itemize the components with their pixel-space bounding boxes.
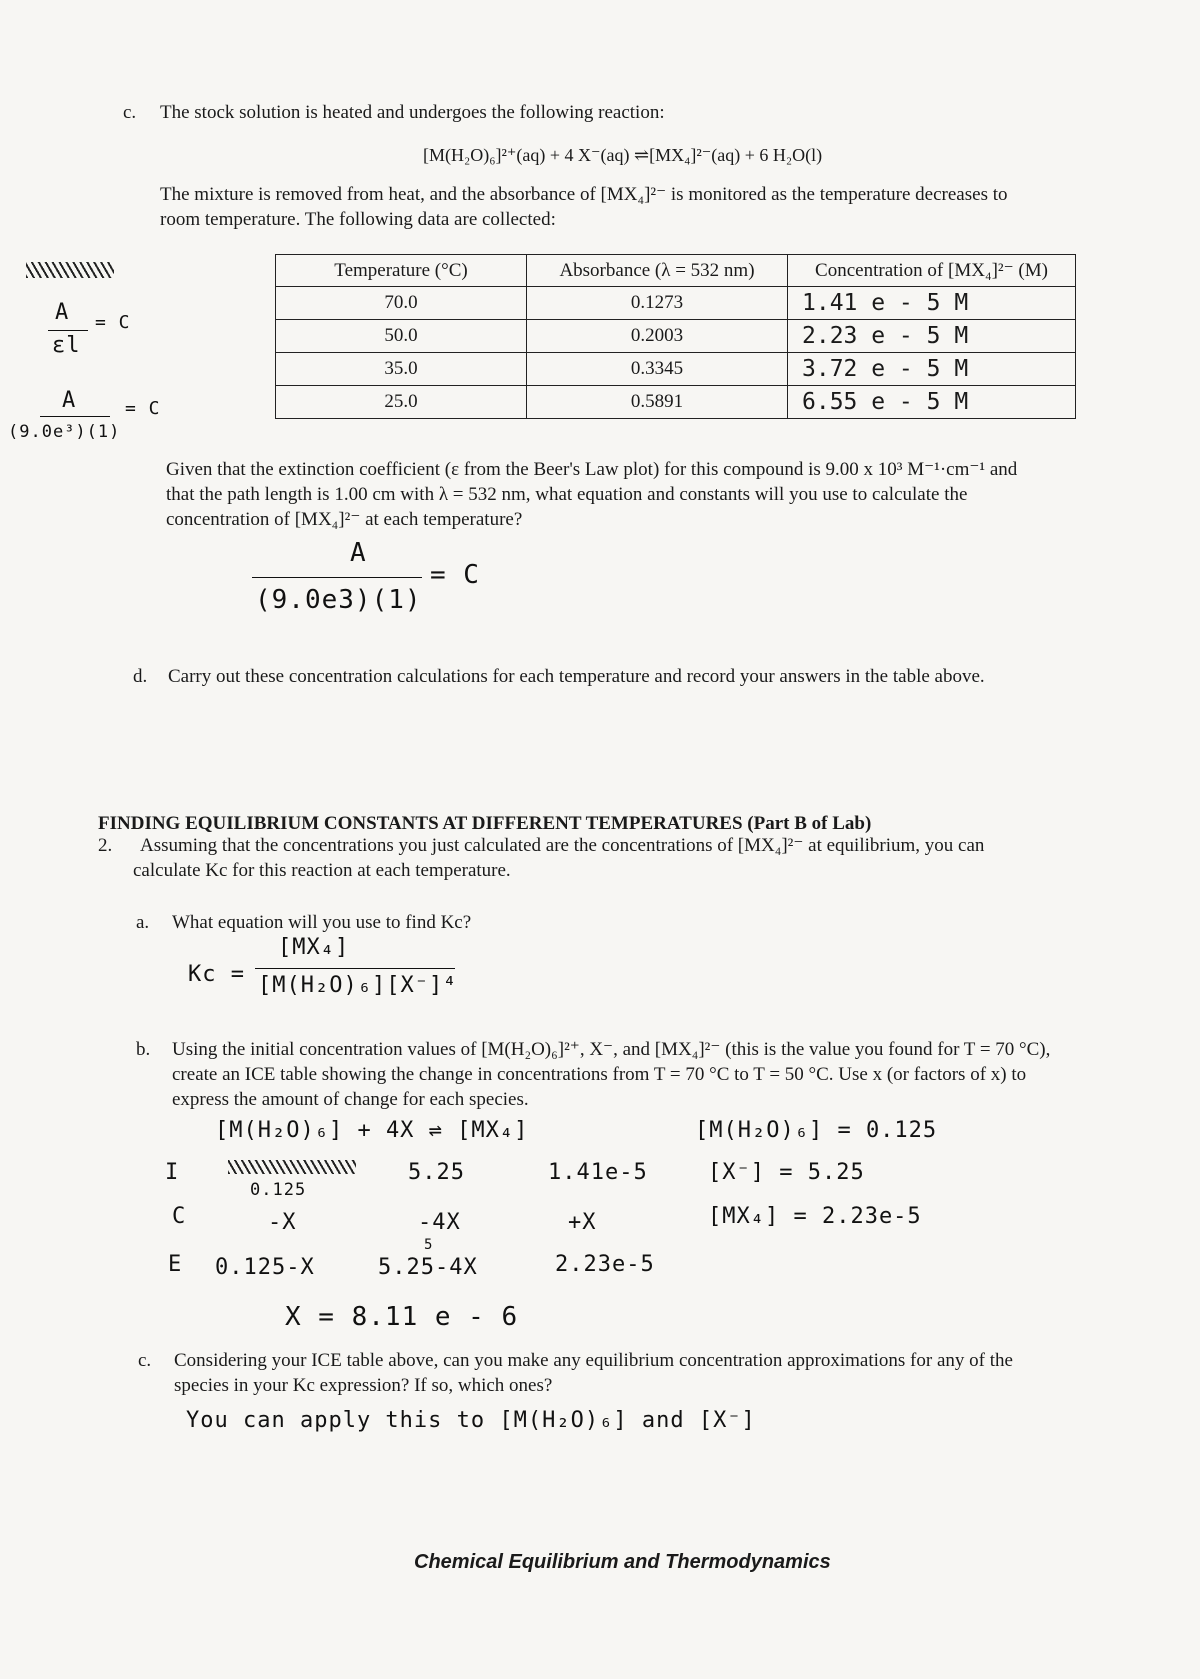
part-d-text: Carry out these concentration calculations for each temperature and record your answers in the table above. xyxy=(168,666,985,687)
margin-denominator-1: εl xyxy=(52,333,81,358)
ice-c-c: +X xyxy=(568,1210,597,1235)
answer-equals: = C xyxy=(430,560,480,590)
temp-cell: 35.0 xyxy=(276,353,527,386)
q2c-answer: You can apply this to [M(H₂O)₆] and [X⁻] xyxy=(186,1408,756,1433)
q2c-line1: Considering your ICE table above, can you make any equilibrium concentration approximations for any of the xyxy=(174,1350,1013,1371)
concentration-cell: 1.41 e - 5 M xyxy=(788,287,1076,320)
temp-cell: 25.0 xyxy=(276,386,527,419)
ice-i-c: 1.41e-5 xyxy=(548,1160,648,1185)
margin-denominator-2: (9.0e³)(1) xyxy=(8,422,121,442)
ice-row-c: C xyxy=(172,1204,187,1229)
q2a-label: a. xyxy=(136,912,150,933)
absorbance-cell: 0.2003 xyxy=(527,320,788,353)
q2b-label: b. xyxy=(136,1039,151,1060)
ice-i-b: 5.25 xyxy=(408,1160,465,1185)
q2c-line2: species in your Kc expression? If so, which ones? xyxy=(174,1375,553,1396)
kc-denominator: [M(H₂O)₆][X⁻]⁴ xyxy=(258,973,458,998)
part-c-label: c. xyxy=(123,102,137,123)
question-line1: Given that the extinction coefficient (ε from the Beer's Law plot) for this compound is 9.00 x 10³ M⁻¹·cm⁻¹ and xyxy=(166,459,1018,480)
question-line3: concentration of [MX₄]²⁻ at each temperature? xyxy=(166,509,523,530)
section-number: 2. xyxy=(98,835,113,856)
margin-fraction-line-1 xyxy=(48,330,88,331)
part-c-intro: The stock solution is heated and undergoes the following reaction: xyxy=(160,102,665,123)
section-line2: calculate Kc for this reaction at each temperature. xyxy=(133,860,511,881)
absorbance-cell: 0.1273 xyxy=(527,287,788,320)
ice-given-2: [X⁻] = 5.25 xyxy=(708,1160,865,1185)
kc-label: Kc = xyxy=(188,962,245,987)
table-row xyxy=(276,353,1076,386)
ice-given-3: [MX₄] = 2.23e-5 xyxy=(708,1204,922,1229)
concentration-cell: 2.23 e - 5 M xyxy=(788,320,1076,353)
margin-numerator-1: A xyxy=(55,300,70,325)
header-absorbance: Absorbance (λ = 532 nm) xyxy=(527,255,788,287)
temp-cell: 70.0 xyxy=(276,287,527,320)
q2b-line3: express the amount of change for each species. xyxy=(172,1089,529,1110)
ice-i-a: 0.125 xyxy=(250,1180,307,1200)
table-row xyxy=(276,320,1076,353)
q2c-label: c. xyxy=(138,1350,152,1371)
margin-equals-2: = C xyxy=(125,398,161,419)
reaction-equation: [M(H₂O)₆]²⁺(aq) + 4 X⁻(aq) ⇌[MX₄]²⁻(aq) + 6 H₂O(l) xyxy=(423,145,823,165)
margin-equals-1: = C xyxy=(95,312,131,333)
kc-fraction-line xyxy=(255,968,455,969)
ice-e-b: 5.25-4X xyxy=(378,1255,478,1280)
part-c-desc-line1: The mixture is removed from heat, and the absorbance of [MX₄]²⁻ is monitored as the temperature decreases to xyxy=(160,184,1008,205)
margin-fraction-line-2 xyxy=(40,416,110,417)
margin-numerator-2: A xyxy=(62,388,77,413)
q2a-text: What equation will you use to find Kc? xyxy=(172,912,472,933)
concentration-cell: 6.55 e - 5 M xyxy=(788,386,1076,419)
ice-c-a: -X xyxy=(268,1210,297,1235)
section-heading: FINDING EQUILIBRIUM CONSTANTS AT DIFFERENT TEMPERATURES (Part B of Lab) xyxy=(98,813,872,834)
absorbance-data-table xyxy=(275,254,1076,419)
ice-c-b: -4X xyxy=(418,1210,461,1235)
question-line2: that the path length is 1.00 cm with λ = 532 nm, what equation and constants will you use to calculate the xyxy=(166,484,968,505)
section-line1: Assuming that the concentrations you just calculated are the concentrations of [MX₄]²⁻ at equilibrium, you can xyxy=(140,835,985,856)
ice-header: [M(H₂O)₆] + 4X ⇌ [MX₄] xyxy=(215,1118,529,1143)
part-d-label: d. xyxy=(133,666,148,687)
table-row xyxy=(276,287,1076,320)
x-result: X = 8.11 e - 6 xyxy=(285,1302,519,1332)
q2b-line1: Using the initial concentration values of [M(H₂O)₆]²⁺, X⁻, and [MX₄]²⁻ (this is the value you found for T = 70 °C), xyxy=(172,1039,1051,1060)
ice-e-a: 0.125-X xyxy=(215,1255,315,1280)
table-header-row xyxy=(276,255,1076,287)
absorbance-cell: 0.5891 xyxy=(527,386,788,419)
table-row xyxy=(276,386,1076,419)
absorbance-cell: 0.3345 xyxy=(527,353,788,386)
scribble-mark xyxy=(228,1160,356,1174)
answer-numerator: A xyxy=(350,538,367,568)
ice-row-i: I xyxy=(165,1160,180,1185)
scribble-mark xyxy=(26,262,114,278)
q2b-line2: create an ICE table showing the change in concentrations from T = 70 °C to T = 50 °C. Use x (or factors of x) to xyxy=(172,1064,1027,1085)
kc-numerator: [MX₄] xyxy=(278,935,350,960)
answer-denominator: (9.0e3)(1) xyxy=(255,585,422,615)
header-temperature: Temperature (°C) xyxy=(276,255,527,287)
header-concentration: Concentration of [MX₄]²⁻ (M) xyxy=(788,255,1076,287)
answer-fraction-line xyxy=(252,577,422,578)
concentration-cell: 3.72 e - 5 M xyxy=(788,353,1076,386)
page-footer: Chemical Equilibrium and Thermodynamics xyxy=(414,1551,831,1573)
ice-e-b-note: 5 xyxy=(424,1237,434,1253)
part-c-desc-line2: room temperature. The following data are collected: xyxy=(160,209,556,230)
ice-e-c: 2.23e-5 xyxy=(555,1252,655,1277)
temp-cell: 50.0 xyxy=(276,320,527,353)
ice-row-e: E xyxy=(168,1252,183,1277)
ice-given-1: [M(H₂O)₆] = 0.125 xyxy=(695,1118,938,1143)
